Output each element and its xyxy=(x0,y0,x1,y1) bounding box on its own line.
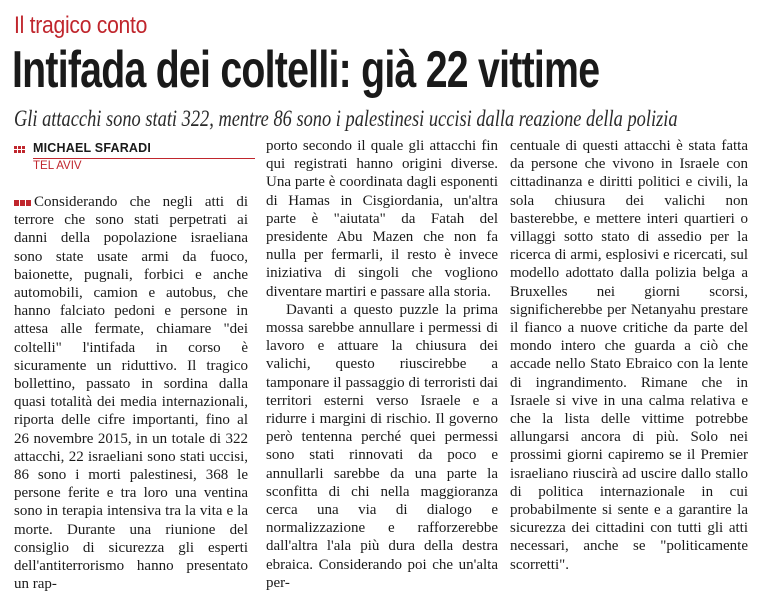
body-paragraph: Davanti a questo puzzle la prima mossa sarebbe annullare i permessi di lavoro e attuare la chiusura dei valichi, questo riuscirebbe a tamponare il passaggio di terroristi dai territori esterni verso Israele e a ridurre i margini di rischio. Il governo però tentenna perché quei permessi sono stati rinnovati da poco e annullarli sarebbe da una parte la sconfitta di chi nella maggioranza cerca una via di dialogo e normalizzazione e rafforzerebbe dall'altra l'ala più dura della destra ebraica. Considerando poi che un'alta per- xyxy=(266,301,498,591)
byline-squares-icon xyxy=(14,146,28,156)
dateline: TEL AVIV xyxy=(33,160,82,172)
byline xyxy=(14,141,254,175)
body-paragraph: porto secondo il quale gli attacchi fin qui registrati hanno origini diverse. Una parte è coordinata dagli esponenti di Hamas in Cisgiordania, un'altra parte è "aiutata" da Fatah del presidente Abu Mazen che non fa nulla per fermarli, il resto è invece iniziativa di singoli che vogliono diventare martiri e passare alla storia. xyxy=(266,138,498,300)
headline: Intifada dei coltelli: già 22 vittime xyxy=(12,41,600,99)
subtitle: Gli attacchi sono stati 322, mentre 86 sono i palestinesi uccisi dalla reazione della polizia xyxy=(14,106,678,131)
byline-rule xyxy=(33,158,255,159)
kicker: Il tragico conto xyxy=(14,12,148,39)
body-column-2 xyxy=(266,137,498,591)
body-column-3: centuale di questi attacchi è stata fatta da persone che vivono in Israele con cittadinanza e diritti politici e civili, la sola chiusura dei valichi non basterebbe, e mettere interi quartieri o villaggi sotto stato di assedio per la ricerca di armi, esplosivi e ricercati, sul modello adottato dalla polizia belga a Bruxelles nei giorni scorsi, significherebbe per Netanyahu prestare il fianco a nuove critiche da parte del mondo intero che guarda a ciò che accade nello Stato Ebraico con la lente di ingrandimento. Rimane che in Israele si vive in una calma relativa e che la lista delle vittime potrebbe allungarsi ancora di più. Solo nei prossimi giorni capiremo se il Premier israeliano riuscirà ad uscire dallo stallo di politica internazionale in cui probabilmente si sente e a garantire la sicurezza dei cittadini con tutti gli atti necessari, anche se "politicamente scorretti". xyxy=(510,138,748,573)
body-column-1: Considerando che negli atti di terrore che sono stati perpetrati ai danni della popolazione israeliana sono state usate armi da fuoco, baionette, pugnali, forbici e anche automobili, camion e autobus, che hanno falciato pedoni e persone in attesa alle fermate, chiamare "dei coltelli" l'intifada in corso è sicuramente un riduttivo. Il tragico bollettino, passato in sordina dalla quasi totalità dei media internazionali, riporta delle cifre importanti, fino al 26 novembre 2015, in un totale di 322 attacchi, 22 israeliani sono stati uccisi, 86 sono i morti palestinesi, 368 le persone ferite e tra loro una ventina sono in terapia intensiva tra la vita e la morte. Durante una riunione del consiglio di sicurezza gli esperti dell'antiterrorismo hanno presentato un rap- xyxy=(14,194,248,593)
author-name: MICHAEL SFARADI xyxy=(33,141,152,155)
